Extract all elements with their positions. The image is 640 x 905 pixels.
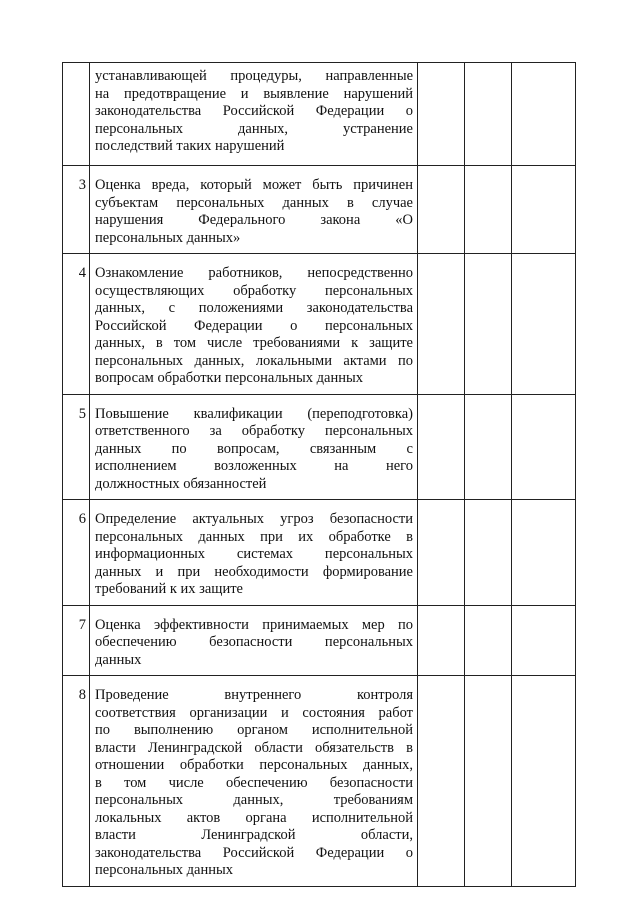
empty-cell-col-3	[418, 63, 465, 166]
description-line: власти Ленинградской области обязательств в	[95, 739, 413, 756]
description-line: информационных системах персональных	[95, 546, 413, 562]
description-line: Оценка эффективности принимаемых мер по	[95, 616, 413, 633]
description-line: должностных обязанностей	[95, 475, 267, 492]
description-line: персональных данных, устранение	[95, 120, 413, 137]
description-line: осуществляющих обработку персональных	[95, 282, 413, 299]
description-line: ответственного за обработку персональных	[95, 423, 413, 439]
row-number: 8	[63, 676, 90, 887]
description-line: данных, с положениями законодательства	[95, 300, 413, 316]
row-number	[63, 63, 90, 166]
description-line: власти Ленинградской области,	[95, 827, 413, 843]
description-line: законодательства Российской Федерации о	[95, 103, 413, 119]
description-line: Российской Федерации о персональных	[95, 317, 413, 334]
description-line: персональных данных»	[95, 229, 241, 246]
table-row	[63, 63, 576, 166]
empty-cell-col-5	[512, 166, 576, 254]
row-number: 4	[63, 254, 90, 395]
description-line: Определение актуальных угроз безопасности	[95, 511, 413, 527]
description-line: по выполнению органом исполнительной	[95, 722, 413, 738]
description-line: исполнением возложенных на него	[95, 458, 413, 474]
empty-cell-col-4	[465, 605, 512, 676]
description-line: вопросам обработки персональных данных	[95, 370, 363, 386]
description-line: Повышение квалификации (переподготовка)	[95, 405, 413, 422]
measures-table	[62, 62, 576, 887]
row-number: 6	[63, 500, 90, 606]
description-line: обеспечению безопасности персональных	[95, 634, 413, 650]
empty-cell-col-3	[418, 500, 465, 606]
description-line: персональных данных при их обработке в	[95, 528, 413, 545]
table-row	[63, 676, 576, 887]
empty-cell-col-5	[512, 254, 576, 395]
empty-cell-col-5	[512, 676, 576, 887]
empty-cell-col-4	[465, 166, 512, 254]
empty-cell-col-5	[512, 394, 576, 500]
empty-cell-col-3	[418, 394, 465, 500]
table-row	[63, 166, 576, 254]
description-line: Оценка вреда, который может быть причинен	[95, 177, 413, 193]
row-number: 7	[63, 605, 90, 676]
description-line: последствий таких нарушений	[95, 138, 285, 154]
description-line: на предотвращение и выявление нарушений	[95, 85, 413, 102]
description-line: данных по вопросам, связанным с	[95, 440, 413, 457]
table-row	[63, 254, 576, 395]
measure-description	[90, 676, 418, 887]
row-number: 3	[63, 166, 90, 254]
description-line: субъектам персональных данных в случае	[95, 194, 413, 211]
empty-cell-col-3	[418, 254, 465, 395]
empty-cell-col-3	[418, 166, 465, 254]
empty-cell-col-5	[512, 63, 576, 166]
description-line: локальных актов органа исполнительной	[95, 809, 413, 826]
description-line: в том числе обеспечению безопасности	[95, 774, 413, 791]
empty-cell-col-5	[512, 605, 576, 676]
description-line: Ознакомление работников, непосредственно	[95, 265, 413, 281]
description-line: персональных данных, требованиям	[95, 792, 413, 808]
measure-description	[90, 254, 418, 395]
empty-cell-col-4	[465, 254, 512, 395]
row-number: 5	[63, 394, 90, 500]
table-row	[63, 500, 576, 606]
measure-description	[90, 500, 418, 606]
description-line: соответствия организации и состояния работ	[95, 704, 413, 721]
description-line: данных	[95, 651, 142, 668]
empty-cell-col-5	[512, 500, 576, 606]
description-line: Проведение внутреннего контроля	[95, 687, 413, 703]
description-line: требований к их защите	[95, 581, 243, 597]
empty-cell-col-4	[465, 394, 512, 500]
description-line: данных и при необходимости формирование	[95, 563, 413, 580]
measures-table-body	[63, 63, 576, 887]
empty-cell-col-4	[465, 676, 512, 887]
empty-cell-col-3	[418, 676, 465, 887]
table-row	[63, 605, 576, 676]
description-line: нарушения Федерального закона «О	[95, 212, 413, 228]
empty-cell-col-4	[465, 500, 512, 606]
description-line: персональных данных	[95, 862, 234, 878]
description-line: отношении обработки персональных данных,	[95, 757, 413, 773]
empty-cell-col-4	[465, 63, 512, 166]
description-line: данных, в том числе требованиями к защите	[95, 335, 413, 351]
measure-description	[90, 605, 418, 676]
measure-description	[90, 394, 418, 500]
empty-cell-col-3	[418, 605, 465, 676]
description-line: устанавливающей процедуры, направленные	[95, 68, 413, 84]
measure-description	[90, 166, 418, 254]
measure-description	[90, 63, 418, 166]
description-line: персональных данных, локальными актами по	[95, 352, 413, 369]
description-line: законодательства Российской Федерации о	[95, 844, 413, 861]
table-row	[63, 394, 576, 500]
